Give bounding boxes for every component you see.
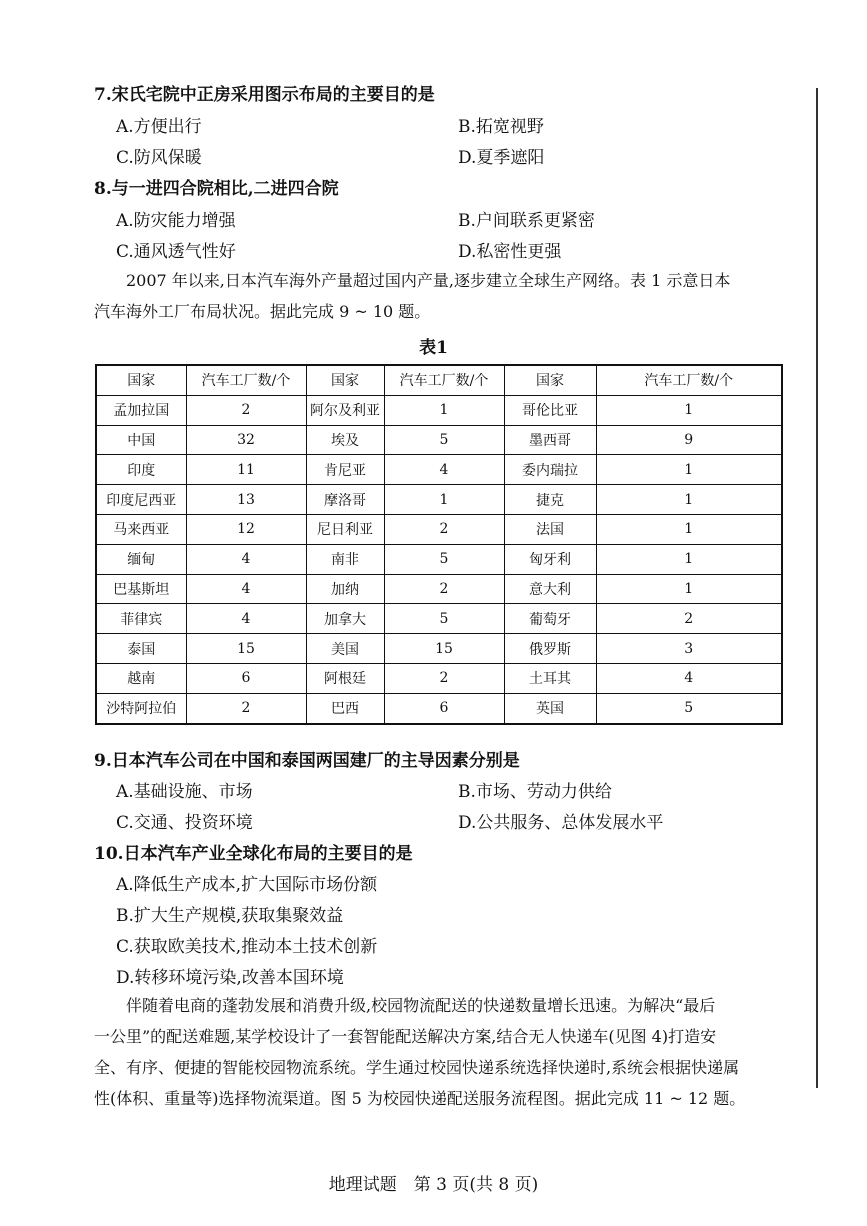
table-cell-country: 捷克 — [504, 485, 596, 515]
table-cell-plant-count: 1 — [596, 455, 782, 485]
question-8-stem: 8.与一进四合院相比,二进四合院 — [94, 179, 339, 199]
table-cell-country: 俄罗斯 — [504, 634, 596, 664]
table-row — [96, 425, 782, 455]
table-cell-country: 委内瑞拉 — [504, 455, 596, 485]
table-1-caption: 表1 — [419, 338, 448, 358]
page-right-rule — [816, 88, 818, 1088]
table-cell-plant-count: 11 — [186, 455, 306, 485]
table-cell-country: 葡萄牙 — [504, 604, 596, 634]
table-cell-country: 法国 — [504, 514, 596, 544]
table-row — [96, 544, 782, 574]
table-row — [96, 693, 782, 723]
table-cell-plant-count: 2 — [186, 693, 306, 723]
table-cell-plant-count: 6 — [384, 693, 504, 723]
table-cell-plant-count: 1 — [384, 395, 504, 425]
table-cell-plant-count: 4 — [596, 663, 782, 693]
table-row — [96, 485, 782, 515]
question-8-option-a[interactable]: A.防灾能力增强 — [116, 211, 236, 231]
table-cell-plant-count: 5 — [596, 693, 782, 723]
question-9-stem: 9.日本汽车公司在中国和泰国两国建厂的主导因素分别是 — [94, 751, 520, 771]
table-cell-country: 马来西亚 — [96, 514, 186, 544]
table-row — [96, 604, 782, 634]
intro-11-12-line-1: 伴随着电商的蓬勃发展和消费升级,校园物流配送的快递数量增长迅速。为解决“最后 — [126, 996, 716, 1015]
table-cell-plant-count: 1 — [596, 395, 782, 425]
table-row — [96, 514, 782, 544]
table-cell-plant-count: 5 — [384, 604, 504, 634]
header-plants-3: 汽车工厂数/个 — [596, 365, 782, 395]
table-cell-country: 匈牙利 — [504, 544, 596, 574]
question-9-option-c[interactable]: C.交通、投资环境 — [116, 813, 253, 833]
header-plants-2: 汽车工厂数/个 — [384, 365, 504, 395]
table-row — [96, 634, 782, 664]
table-row — [96, 574, 782, 604]
intro-9-10-line-1: 2007 年以来,日本汽车海外产量超过国内产量,逐步建立全球生产网络。表 1 示意日本 — [126, 271, 731, 290]
table-cell-plant-count: 4 — [384, 455, 504, 485]
table-cell-country: 土耳其 — [504, 663, 596, 693]
header-country-1: 国家 — [96, 365, 186, 395]
intro-9-10-line-2: 汽车海外工厂布局状况。据此完成 9 ~ 10 题。 — [94, 302, 431, 321]
table-cell-country: 菲律宾 — [96, 604, 186, 634]
intro-11-12-line-4: 性(体积、重量等)选择物流渠道。图 5 为校园快递配送服务流程图。据此完成 11 ~ 12 题。 — [94, 1089, 746, 1108]
table-cell-plant-count: 2 — [596, 604, 782, 634]
intro-11-12-line-3: 全、有序、便捷的智能校园物流系统。学生通过校园快递系统选择快递时,系统会根据快递属 — [94, 1058, 740, 1077]
table-cell-country: 巴西 — [306, 693, 384, 723]
table-cell-country: 摩洛哥 — [306, 485, 384, 515]
table-cell-plant-count: 4 — [186, 604, 306, 634]
question-9-option-d[interactable]: D.公共服务、总体发展水平 — [458, 813, 664, 833]
table-row — [96, 663, 782, 693]
question-8-option-b[interactable]: B.户间联系更紧密 — [458, 211, 595, 231]
header-country-2: 国家 — [306, 365, 384, 395]
intro-11-12 — [94, 990, 794, 1114]
table-cell-plant-count: 9 — [596, 425, 782, 455]
table-cell-country: 中国 — [96, 425, 186, 455]
table-cell-plant-count: 1 — [384, 485, 504, 515]
question-10-option-c[interactable]: C.获取欧美技术,推动本土技术创新 — [116, 937, 378, 957]
table-cell-country: 墨西哥 — [504, 425, 596, 455]
table-cell-country: 缅甸 — [96, 544, 186, 574]
table-cell-plant-count: 1 — [596, 574, 782, 604]
table-cell-plant-count: 2 — [186, 395, 306, 425]
table-cell-plant-count: 1 — [596, 514, 782, 544]
header-plants-1: 汽车工厂数/个 — [186, 365, 306, 395]
question-10-option-b[interactable]: B.扩大生产规模,获取集聚效益 — [116, 906, 344, 926]
table-cell-plant-count: 3 — [596, 634, 782, 664]
table-cell-country: 沙特阿拉伯 — [96, 693, 186, 723]
question-7-option-c[interactable]: C.防风保暖 — [116, 148, 202, 168]
question-10-option-d[interactable]: D.转移环境污染,改善本国环境 — [116, 968, 344, 988]
table-cell-country: 哥伦比亚 — [504, 395, 596, 425]
table-cell-country: 泰国 — [96, 634, 186, 664]
table-cell-country: 肯尼亚 — [306, 455, 384, 485]
table-cell-country: 加纳 — [306, 574, 384, 604]
table-header-row — [96, 365, 782, 395]
table-cell-plant-count: 1 — [596, 485, 782, 515]
question-8-option-d[interactable]: D.私密性更强 — [458, 242, 562, 262]
table-cell-country: 南非 — [306, 544, 384, 574]
table-cell-country: 意大利 — [504, 574, 596, 604]
table-cell-country: 印度 — [96, 455, 186, 485]
question-7-stem: 7.宋氏宅院中正房采用图示布局的主要目的是 — [94, 85, 435, 105]
table-cell-plant-count: 2 — [384, 514, 504, 544]
table-cell-plant-count: 6 — [186, 663, 306, 693]
table-cell-plant-count: 4 — [186, 544, 306, 574]
table-cell-plant-count: 12 — [186, 514, 306, 544]
page-footer: 地理试题 第 3 页(共 8 页) — [328, 1175, 539, 1195]
question-10-stem: 10.日本汽车产业全球化布局的主要目的是 — [94, 844, 413, 864]
table-cell-country: 美国 — [306, 634, 384, 664]
table-cell-plant-count: 13 — [186, 485, 306, 515]
question-10-option-a[interactable]: A.降低生产成本,扩大国际市场份额 — [116, 875, 378, 895]
table-cell-country: 孟加拉国 — [96, 395, 186, 425]
table-cell-plant-count: 5 — [384, 544, 504, 574]
table-row — [96, 455, 782, 485]
intro-11-12-line-2: 一公里”的配送难题,某学校设计了一套智能配送解决方案,结合无人快递车(见图 4)打造安 — [94, 1027, 717, 1046]
question-7-option-b[interactable]: B.拓宽视野 — [458, 117, 544, 137]
table-cell-country: 埃及 — [306, 425, 384, 455]
table-cell-country: 尼日利亚 — [306, 514, 384, 544]
question-9-option-a[interactable]: A.基础设施、市场 — [116, 782, 253, 802]
table-cell-plant-count: 2 — [384, 574, 504, 604]
question-7-option-d[interactable]: D.夏季遮阳 — [458, 148, 545, 168]
table-cell-country: 越南 — [96, 663, 186, 693]
question-9-option-b[interactable]: B.市场、劳动力供给 — [458, 782, 612, 802]
intro-9-10 — [94, 265, 794, 327]
table-cell-country: 英国 — [504, 693, 596, 723]
question-7-option-a[interactable]: A.方便出行 — [116, 117, 202, 137]
table-1 — [95, 364, 783, 725]
table-cell-plant-count: 15 — [186, 634, 306, 664]
table-cell-country: 加拿大 — [306, 604, 384, 634]
table-cell-plant-count: 32 — [186, 425, 306, 455]
table-cell-plant-count: 2 — [384, 663, 504, 693]
table-cell-country: 巴基斯坦 — [96, 574, 186, 604]
table-cell-country: 阿根廷 — [306, 663, 384, 693]
table-cell-plant-count: 4 — [186, 574, 306, 604]
table-cell-plant-count: 1 — [596, 544, 782, 574]
table-cell-country: 印度尼西亚 — [96, 485, 186, 515]
table-cell-country: 阿尔及利亚 — [306, 395, 384, 425]
header-country-3: 国家 — [504, 365, 596, 395]
table-cell-plant-count: 5 — [384, 425, 504, 455]
table-cell-plant-count: 15 — [384, 634, 504, 664]
question-8-option-c[interactable]: C.通风透气性好 — [116, 242, 236, 262]
table-row — [96, 395, 782, 425]
